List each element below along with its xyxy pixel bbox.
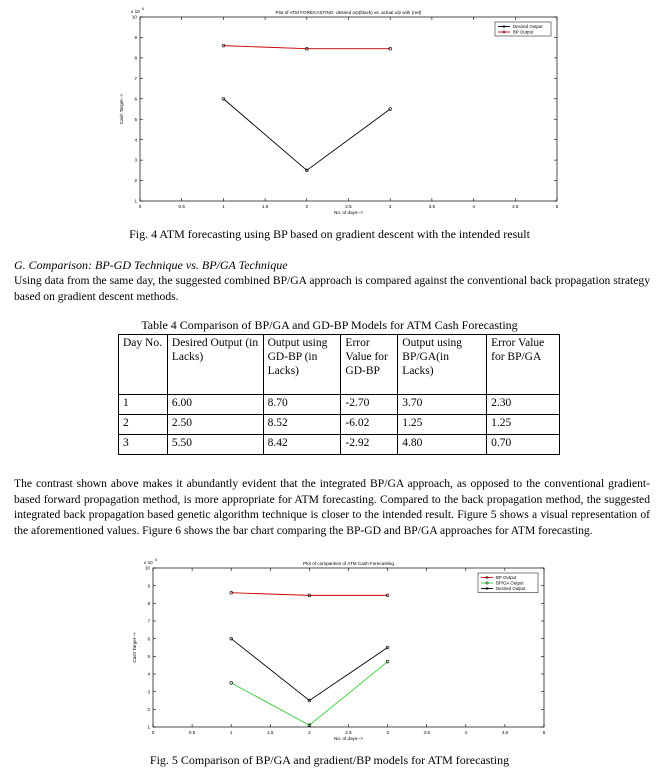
legend-entry: Desired Output (496, 586, 526, 592)
comparison-table (118, 334, 560, 455)
figure-4 (108, 5, 558, 220)
table-cell: 3 (119, 435, 168, 455)
table-cell: 1.25 (398, 415, 487, 435)
y-tick-label: 1 (134, 198, 137, 204)
table-cell: -2.70 (341, 395, 398, 415)
x-tick-label: 1 (222, 204, 225, 209)
x-tick-label: 2.5 (345, 730, 352, 735)
figure-5-chart (113, 558, 553, 748)
x-axis-label: No. of days--> (334, 736, 363, 741)
table-cell: 8.70 (263, 395, 341, 415)
x-tick-label: 1 (229, 730, 233, 735)
header-bpga-error: Error Value for BP/GA (487, 335, 560, 395)
table-cell: 2.50 (167, 415, 263, 435)
x-tick-label: 3.5 (428, 204, 436, 209)
table-header-row (119, 335, 560, 395)
figure-4-chart (108, 5, 558, 220)
header-day: Day No. (119, 335, 168, 395)
y-tick-label: 7 (134, 75, 137, 81)
x-tick-label: 3 (386, 730, 389, 735)
x-tick-label: 0 (151, 730, 155, 735)
table-cell: -6.02 (341, 415, 398, 435)
y-tick-label: 2 (134, 178, 137, 184)
table-cell: 1.25 (487, 415, 560, 435)
y-tick-label: 5 (147, 653, 150, 659)
x-tick-label: 2 (305, 204, 309, 209)
chart-title: Plot of comparison of ATM Cash Forecasting (303, 561, 394, 566)
table-row (119, 395, 560, 415)
y-tick-label: 6 (147, 636, 150, 642)
header-bpga-output: Output using BP/GA(in Lacks) (398, 335, 487, 395)
y-axis-label: Cash Target--> (132, 632, 137, 663)
table-cell: 6.00 (167, 395, 263, 415)
section-g-heading: G. Comparison: BP-GD Technique vs. BP/GA Technique (14, 258, 288, 272)
plot-area (140, 17, 557, 201)
x-tick-label: 3 (388, 204, 392, 209)
x-tick-label: 0.5 (188, 730, 196, 735)
x-tick-label: 0 (138, 204, 142, 209)
table-row (119, 415, 560, 435)
table-cell: 0.70 (487, 435, 560, 455)
x-tick-label: 4.5 (501, 730, 509, 735)
x-tick-label: 4 (464, 730, 468, 735)
figure-5 (113, 558, 553, 748)
chart-title: Plot of ATM FORECASTING- desired o/p(black) vs. actual o/p with (red) (275, 10, 422, 15)
y-tick-label: 10 (144, 565, 150, 571)
x-tick-label: 0.5 (178, 204, 185, 209)
y-axis-label: Cash Target--> (119, 93, 124, 125)
x-axis-label: No. of days--> (334, 210, 363, 215)
y-tick-label: 9 (134, 35, 137, 41)
x-tick-label: 5 (555, 204, 559, 209)
figure-5-caption: Fig. 5 Comparison of BP/GA and gradient/BP models for ATM forecasting (149, 753, 510, 767)
table-cell: 8.42 (263, 435, 341, 455)
y-exponent-power: 6 (155, 558, 157, 562)
x-tick-label: 5 (542, 730, 546, 735)
section-g-paragraph: Using data from the same day, the suggested combined BP/GA approach is compared against the conventional back propagation strategy based on gradient descent methods. (14, 274, 650, 303)
table-cell: 2 (119, 415, 168, 435)
table-cell: 1 (119, 395, 168, 415)
x-tick-label: 1.5 (267, 730, 274, 735)
discussion-paragraph: The contrast shown above makes it abundantly evident that the integrated BP/GA approach, as opposed to the conventional gradient-based forward propagation method, is more appropriate for ATM forecasting. Compared to the back propagation method, the suggested integrated back propagation based genetic algorithm technique is closer to the intended result. Figure 5 shows a visual representation of the aforementioned values. Figure 6 shows the bar chart comparing the BP-GD and BP/GA approaches for ATM forecasting. (14, 477, 650, 537)
table-row (119, 435, 560, 455)
y-tick-label: 8 (147, 600, 150, 606)
legend-entry: BP Output (513, 29, 534, 35)
legend-entry: BP Output (496, 575, 517, 581)
y-tick-label: 5 (134, 116, 137, 122)
x-tick-label: 2 (308, 730, 311, 735)
table-cell: 3.70 (398, 395, 487, 415)
y-tick-label: 6 (134, 96, 137, 102)
table-cell: 2.30 (487, 395, 560, 415)
table-cell: 4.80 (398, 435, 487, 455)
x-tick-label: 3.5 (423, 730, 430, 735)
header-gd-bp-error: Error Value for GD-BP (341, 335, 398, 395)
y-tick-label: 1 (147, 724, 150, 730)
y-tick-label: 10 (131, 14, 137, 20)
y-tick-label: 3 (134, 157, 137, 163)
table-4-caption: Table 4 Comparison of BP/GA and GD-BP Models for ATM Cash Forecasting (141, 318, 518, 332)
y-tick-label: 3 (147, 689, 150, 695)
table-cell: 8.52 (263, 415, 341, 435)
header-desired-output: Desired Output (in Lacks) (167, 335, 263, 395)
x-tick-label: 1.5 (261, 204, 269, 209)
y-tick-label: 8 (134, 55, 137, 61)
y-tick-label: 4 (134, 137, 137, 143)
y-tick-label: 2 (147, 706, 150, 712)
y-tick-label: 4 (147, 671, 150, 677)
legend-entry: Desired Output (513, 24, 543, 30)
table-cell: -2.92 (341, 435, 398, 455)
y-tick-label: 7 (147, 618, 150, 624)
y-exponent-power: 6 (142, 7, 144, 11)
legend-entry: BP/GA Output (496, 580, 524, 586)
x-tick-label: 4.5 (512, 204, 519, 209)
x-tick-label: 4 (472, 204, 475, 209)
table-cell: 5.50 (167, 435, 263, 455)
header-gd-bp-output: Output using GD-BP (in Lacks) (263, 335, 341, 395)
figure-4-caption: Fig. 4 ATM forecasting using BP based on gradient descent with the intended result (129, 227, 530, 241)
y-exponent: x 10 (144, 560, 153, 565)
x-tick-label: 2.5 (345, 204, 352, 209)
y-exponent: x 10 (131, 9, 140, 14)
y-tick-label: 9 (147, 583, 150, 589)
